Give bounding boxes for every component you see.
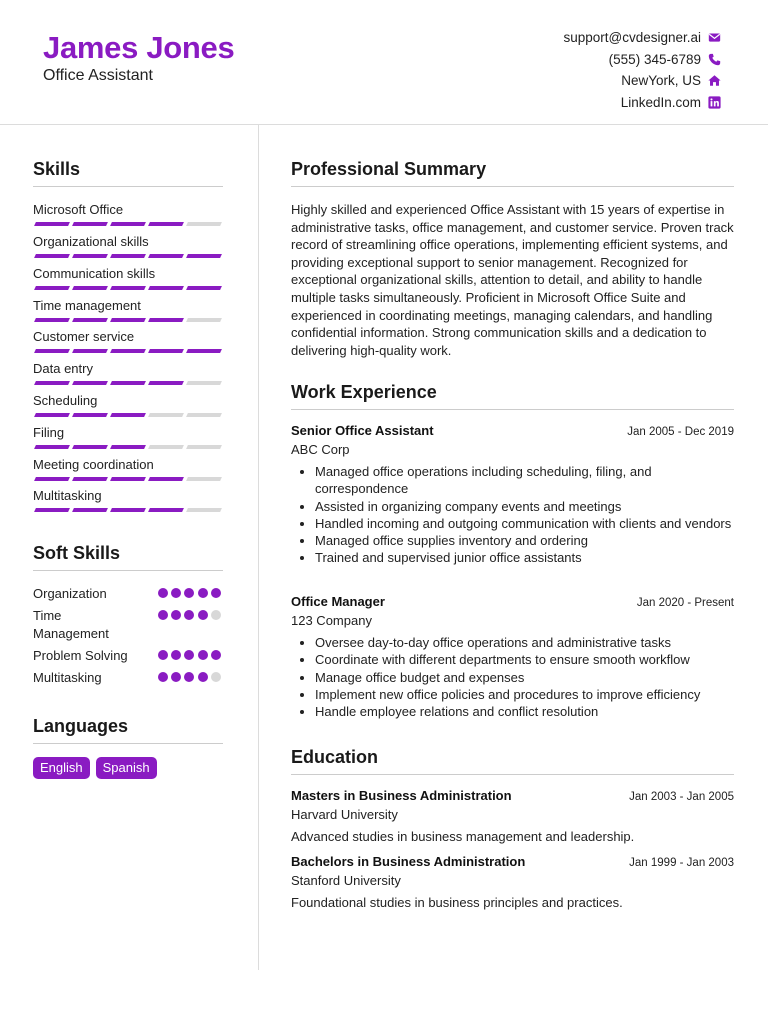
job-entry bbox=[291, 594, 734, 720]
skill-level-bar bbox=[33, 254, 223, 258]
envelope-icon bbox=[708, 31, 721, 44]
skill-segment-filled bbox=[34, 254, 70, 258]
rating-dot-empty bbox=[211, 610, 221, 620]
skill-level-bar bbox=[33, 477, 223, 481]
skill-segment-filled bbox=[148, 318, 184, 322]
job-date: Jan 2020 - Present bbox=[636, 597, 734, 609]
soft-skill-name: Problem Solving bbox=[33, 648, 128, 663]
skill-segment-filled bbox=[72, 508, 108, 512]
rating-dot-filled bbox=[198, 650, 208, 660]
skill-segment-filled bbox=[72, 286, 108, 290]
soft-skill-rating bbox=[158, 610, 223, 621]
resume-header bbox=[0, 0, 768, 125]
phone-icon bbox=[708, 53, 721, 66]
summary-text: Highly skilled and experienced Office Assistant with 15 years of expertise in administrative tasks, office management, and customer service. Proven track record of streamlining office operations, implementing efficient systems, and providing exceptional support to senior management. Recognized for exceptional organizational skills, attention to detail, and ability to handle multiple tasks simultaneously. Proficient in Microsoft Office Suite and experienced in coordinating meetings, managing calendars, and handling confidential information. Strong communication skills and a dedication to delivering high-quality work. bbox=[291, 202, 734, 358]
contact-linkedin[interactable] bbox=[563, 92, 721, 114]
skill-level-bar bbox=[33, 286, 223, 290]
skill-segment-filled bbox=[72, 318, 108, 322]
soft-skill-name: Organization bbox=[33, 586, 107, 601]
rating-dot-filled bbox=[198, 588, 208, 598]
degree-title: Bachelors in Business Administration bbox=[291, 854, 526, 869]
skill-segment-empty bbox=[148, 445, 184, 449]
skill-segment-filled bbox=[110, 508, 146, 512]
job-bullet: • Managed office supplies inventory and ordering bbox=[315, 532, 734, 549]
job-date: Jan 2005 - Dec 2019 bbox=[627, 426, 734, 438]
skill-segment-filled bbox=[110, 477, 146, 481]
skill-segment-filled bbox=[186, 254, 222, 258]
job-bullet: • Managed office operations including scheduling, filing, and correspondence bbox=[315, 463, 734, 498]
skill-item bbox=[33, 361, 223, 377]
skill-segment-empty bbox=[186, 445, 222, 449]
skill-level-bar bbox=[33, 349, 223, 353]
skill-segment-empty bbox=[186, 477, 222, 481]
job-title: Senior Office Assistant bbox=[291, 423, 434, 438]
skill-segment-filled bbox=[34, 286, 70, 290]
skill-name: Multitasking bbox=[33, 488, 102, 503]
skill-name: Scheduling bbox=[33, 393, 98, 408]
skill-segment-filled bbox=[72, 381, 108, 385]
skill-segment-filled bbox=[72, 222, 108, 226]
education-entry bbox=[291, 788, 734, 844]
skill-segment-empty bbox=[186, 413, 222, 417]
skill-segment-filled bbox=[34, 445, 70, 449]
skill-segment-empty bbox=[186, 381, 222, 385]
summary-heading: Professional Summary bbox=[291, 159, 734, 187]
soft-skill-name: Time Management bbox=[33, 608, 109, 641]
skill-name: Customer service bbox=[33, 329, 135, 344]
skill-segment-empty bbox=[186, 222, 222, 226]
skill-name: Microsoft Office bbox=[33, 202, 124, 217]
skill-segment-filled bbox=[148, 222, 184, 226]
skill-segment-empty bbox=[186, 318, 222, 322]
soft-skill-item bbox=[33, 647, 223, 665]
job-bullet: • Handled incoming and outgoing communication with clients and vendors bbox=[315, 515, 734, 532]
skill-segment-filled bbox=[34, 222, 70, 226]
rating-dot-filled bbox=[171, 650, 181, 660]
skill-segment-filled bbox=[72, 254, 108, 258]
skill-item bbox=[33, 202, 223, 218]
contact-phone-text[interactable]: (555) 345-6789 bbox=[608, 51, 701, 67]
job-title: Office Manager bbox=[291, 594, 385, 609]
job-bullet: • Trained and supervised junior office assistants bbox=[315, 549, 734, 566]
job-bullet: • Implement new office policies and procedures to improve efficiency bbox=[315, 686, 734, 703]
rating-dot-filled bbox=[198, 610, 208, 620]
skill-segment-filled bbox=[110, 254, 146, 258]
job-bullets bbox=[291, 463, 734, 567]
rating-dot-filled bbox=[158, 588, 168, 598]
skill-segment-empty bbox=[148, 413, 184, 417]
skill-level-bar bbox=[33, 413, 223, 417]
skill-item bbox=[33, 457, 223, 473]
linkedin-icon bbox=[708, 96, 721, 109]
candidate-name: James Jones bbox=[43, 30, 235, 65]
skill-segment-filled bbox=[148, 477, 184, 481]
rating-dot-filled bbox=[171, 672, 181, 682]
contact-list bbox=[563, 27, 721, 113]
rating-dot-filled bbox=[198, 672, 208, 682]
skill-segment-filled bbox=[148, 286, 184, 290]
skill-segment-filled bbox=[148, 349, 184, 353]
rating-dot-filled bbox=[158, 610, 168, 620]
skill-name: Data entry bbox=[33, 361, 93, 376]
skill-name: Communication skills bbox=[33, 266, 156, 281]
rating-dot-filled bbox=[211, 588, 221, 598]
skill-segment-filled bbox=[186, 286, 222, 290]
skill-name: Organizational skills bbox=[33, 234, 149, 249]
job-company: ABC Corp bbox=[291, 442, 350, 457]
skill-segment-filled bbox=[34, 413, 70, 417]
language-list bbox=[33, 757, 157, 779]
skill-item bbox=[33, 425, 223, 441]
skill-level-bar bbox=[33, 222, 223, 226]
skill-segment-filled bbox=[110, 349, 146, 353]
skill-segment-filled bbox=[34, 381, 70, 385]
education-heading: Education bbox=[291, 747, 734, 775]
rating-dot-filled bbox=[171, 588, 181, 598]
experience-heading: Work Experience bbox=[291, 382, 734, 410]
skills-heading: Skills bbox=[33, 159, 223, 187]
skill-item bbox=[33, 298, 223, 314]
education-description: Advanced studies in business management and leadership. bbox=[291, 829, 635, 844]
skill-segment-filled bbox=[110, 222, 146, 226]
skill-segment-filled bbox=[72, 477, 108, 481]
skill-segment-filled bbox=[110, 286, 146, 290]
skill-segment-filled bbox=[72, 413, 108, 417]
school-name: Stanford University bbox=[291, 873, 401, 888]
skill-segment-filled bbox=[148, 254, 184, 258]
skill-name: Meeting coordination bbox=[33, 457, 154, 472]
education-entry bbox=[291, 854, 734, 910]
rating-dot-filled bbox=[184, 610, 194, 620]
degree-title: Masters in Business Administration bbox=[291, 788, 512, 803]
soft-skill-item bbox=[33, 585, 223, 603]
rating-dot-filled bbox=[158, 672, 168, 682]
skill-segment-filled bbox=[34, 349, 70, 353]
rating-dot-filled bbox=[158, 650, 168, 660]
skill-segment-filled bbox=[34, 508, 70, 512]
job-bullet: • Coordinate with different departments to ensure smooth workflow bbox=[315, 651, 734, 668]
rating-dot-filled bbox=[184, 672, 194, 682]
candidate-role: Office Assistant bbox=[43, 67, 153, 84]
job-bullet: • Oversee day-to-day office operations and administrative tasks bbox=[315, 634, 734, 651]
contact-email-text[interactable]: support@cvdesigner.ai bbox=[563, 30, 701, 46]
skill-item bbox=[33, 488, 223, 504]
soft-skills-heading: Soft Skills bbox=[33, 543, 223, 571]
job-bullet: • Assisted in organizing company events and meetings bbox=[315, 498, 734, 515]
skill-name: Filing bbox=[33, 425, 65, 440]
skill-level-bar bbox=[33, 445, 223, 449]
rating-dot-filled bbox=[211, 650, 221, 660]
rating-dot-empty bbox=[211, 672, 221, 682]
skill-level-bar bbox=[33, 318, 223, 322]
skill-segment-filled bbox=[148, 381, 184, 385]
skill-segment-filled bbox=[110, 445, 146, 449]
skill-segment-empty bbox=[186, 508, 222, 512]
education-date: Jan 1999 - Jan 2003 bbox=[629, 857, 734, 869]
contact-phone[interactable] bbox=[563, 49, 721, 71]
skill-segment-filled bbox=[34, 318, 70, 322]
contact-location-text: NewYork, US bbox=[621, 73, 701, 89]
education-date: Jan 2003 - Jan 2005 bbox=[629, 791, 734, 803]
language-badge: Spanish bbox=[96, 757, 157, 779]
skill-level-bar bbox=[33, 381, 223, 385]
soft-skill-name: Multitasking bbox=[33, 670, 102, 685]
skill-name: Time management bbox=[33, 298, 141, 313]
rating-dot-filled bbox=[184, 588, 194, 598]
contact-linkedin-text[interactable]: LinkedIn.com bbox=[620, 94, 701, 110]
rating-dot-filled bbox=[171, 610, 181, 620]
home-icon bbox=[708, 74, 721, 87]
skill-segment-filled bbox=[110, 381, 146, 385]
rating-dot-filled bbox=[184, 650, 194, 660]
skill-item bbox=[33, 266, 223, 282]
school-name: Harvard University bbox=[291, 807, 398, 822]
column-divider bbox=[258, 125, 259, 970]
skill-item bbox=[33, 393, 223, 409]
job-company: 123 Company bbox=[291, 613, 372, 628]
skill-segment-filled bbox=[110, 318, 146, 322]
job-entry bbox=[291, 423, 734, 567]
job-bullet: • Manage office budget and expenses bbox=[315, 669, 734, 686]
skill-segment-filled bbox=[34, 477, 70, 481]
education-description: Foundational studies in business principles and practices. bbox=[291, 895, 623, 910]
soft-skill-item bbox=[33, 669, 223, 687]
soft-skill-rating bbox=[158, 650, 223, 661]
contact-email[interactable] bbox=[563, 27, 721, 49]
languages-heading: Languages bbox=[33, 716, 223, 744]
skill-segment-filled bbox=[186, 349, 222, 353]
job-bullets bbox=[291, 634, 734, 720]
skill-level-bar bbox=[33, 508, 223, 512]
contact-location bbox=[563, 70, 721, 92]
skill-segment-filled bbox=[72, 349, 108, 353]
skill-item bbox=[33, 234, 223, 250]
skill-segment-filled bbox=[148, 508, 184, 512]
job-bullet: • Handle employee relations and conflict resolution bbox=[315, 703, 734, 720]
soft-skill-item bbox=[33, 607, 223, 643]
skill-item bbox=[33, 329, 223, 345]
skill-segment-filled bbox=[110, 413, 146, 417]
skill-segment-filled bbox=[72, 445, 108, 449]
soft-skill-rating bbox=[158, 588, 223, 599]
soft-skill-rating bbox=[158, 672, 223, 683]
language-badge: English bbox=[33, 757, 90, 779]
